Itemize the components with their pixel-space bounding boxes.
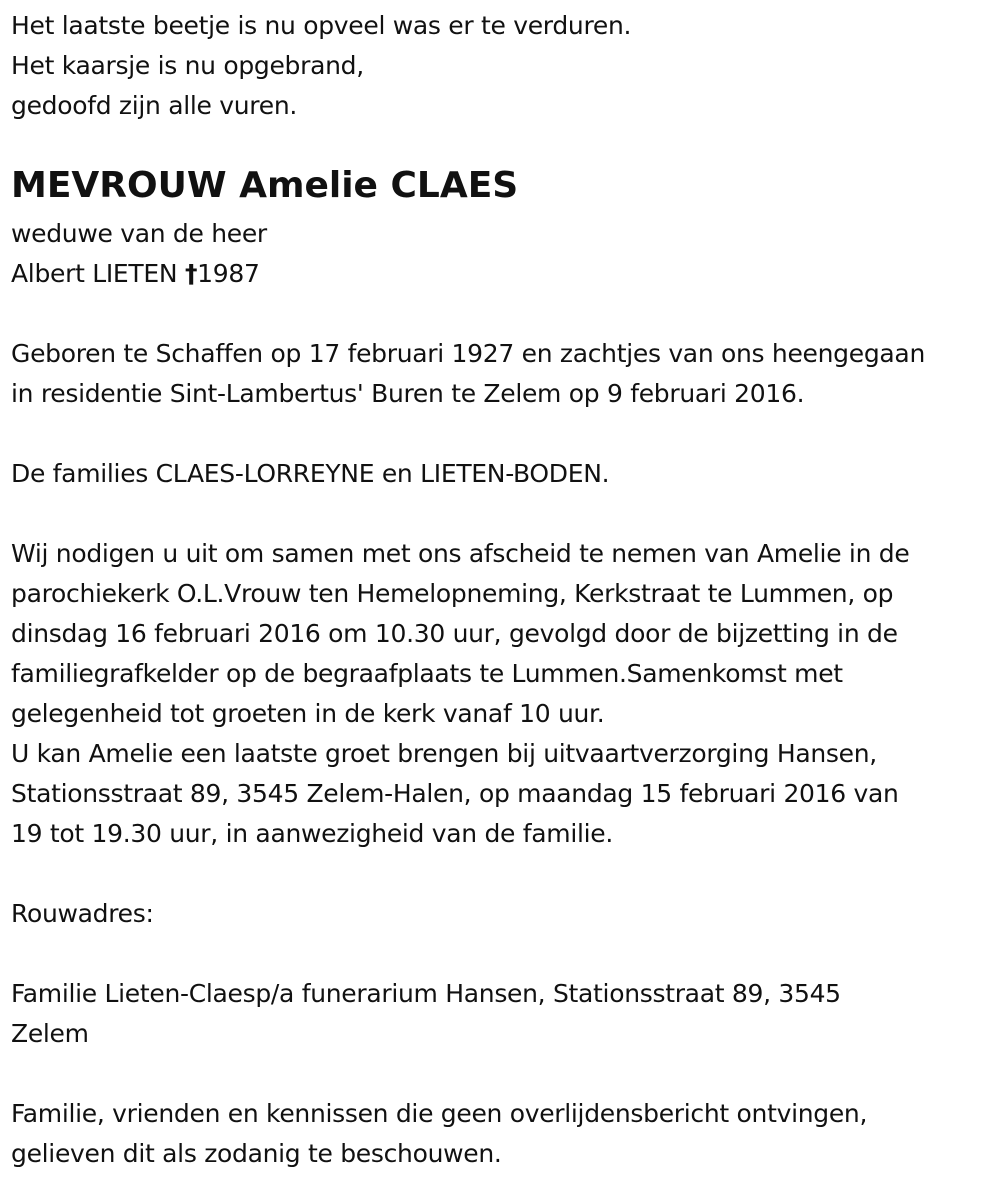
spouse-name: Albert LIETEN (11, 259, 178, 288)
invitation-line-6: U kan Amelie een laatste groet brengen bij uitvaartverzorging Hansen, (11, 739, 877, 768)
poem-line-1: Het laatste beetje is nu opveel was er te verduren. (11, 11, 632, 40)
birth-death-line-2: in residentie Sint-Lambertus' Buren te Zelem op 9 februari 2016. (11, 379, 805, 408)
mourning-address-line-1: Familie Lieten-Claesp/a funerarium Hansen, Stationsstraat 89, 3545 (11, 979, 841, 1008)
mourning-address-line-2: Zelem (11, 1019, 89, 1048)
poem-line-3: gedoofd zijn alle vuren. (11, 91, 298, 120)
spouse-death-year: 1987 (197, 259, 260, 288)
mourning-address-label: Rouwadres: (11, 899, 154, 928)
closing-line-1: Familie, vrienden en kennissen die geen overlijdensbericht ontvingen, (11, 1099, 868, 1128)
poem-line-2: Het kaarsje is nu opgebrand, (11, 51, 364, 80)
deceased-name-heading: MEVROUW Amelie CLAES (11, 165, 519, 206)
cross-icon: † (184, 259, 198, 288)
closing-line-2: gelieven dit als zodanig te beschouwen. (11, 1139, 502, 1168)
invitation-line-3: dinsdag 16 februari 2016 om 10.30 uur, gevolgd door de bijzetting in de (11, 619, 898, 648)
invitation-line-1: Wij nodigen u uit om samen met ons afscheid te nemen van Amelie in de (11, 539, 910, 568)
invitation-line-8: 19 tot 19.30 uur, in aanwezigheid van de familie. (11, 819, 613, 848)
invitation-line-5: gelegenheid tot groeten in de kerk vanaf 10 uur. (11, 699, 605, 728)
invitation-line-2: parochiekerk O.L.Vrouw ten Hemelopneming, Kerkstraat te Lummen, op (11, 579, 894, 608)
invitation-line-4: familiegrafkelder op de begraafplaats te Lummen.Samenkomst met (11, 659, 843, 688)
birth-death-line-1: Geboren te Schaffen op 17 februari 1927 en zachtjes van ons heengegaan (11, 339, 925, 368)
families-line: De families CLAES-LORREYNE en LIETEN-BODEN. (11, 459, 610, 488)
spouse-line (11, 254, 260, 294)
widow-line: weduwe van de heer (11, 219, 267, 248)
invitation-line-7: Stationsstraat 89, 3545 Zelem-Halen, op maandag 15 februari 2016 van (11, 779, 899, 808)
